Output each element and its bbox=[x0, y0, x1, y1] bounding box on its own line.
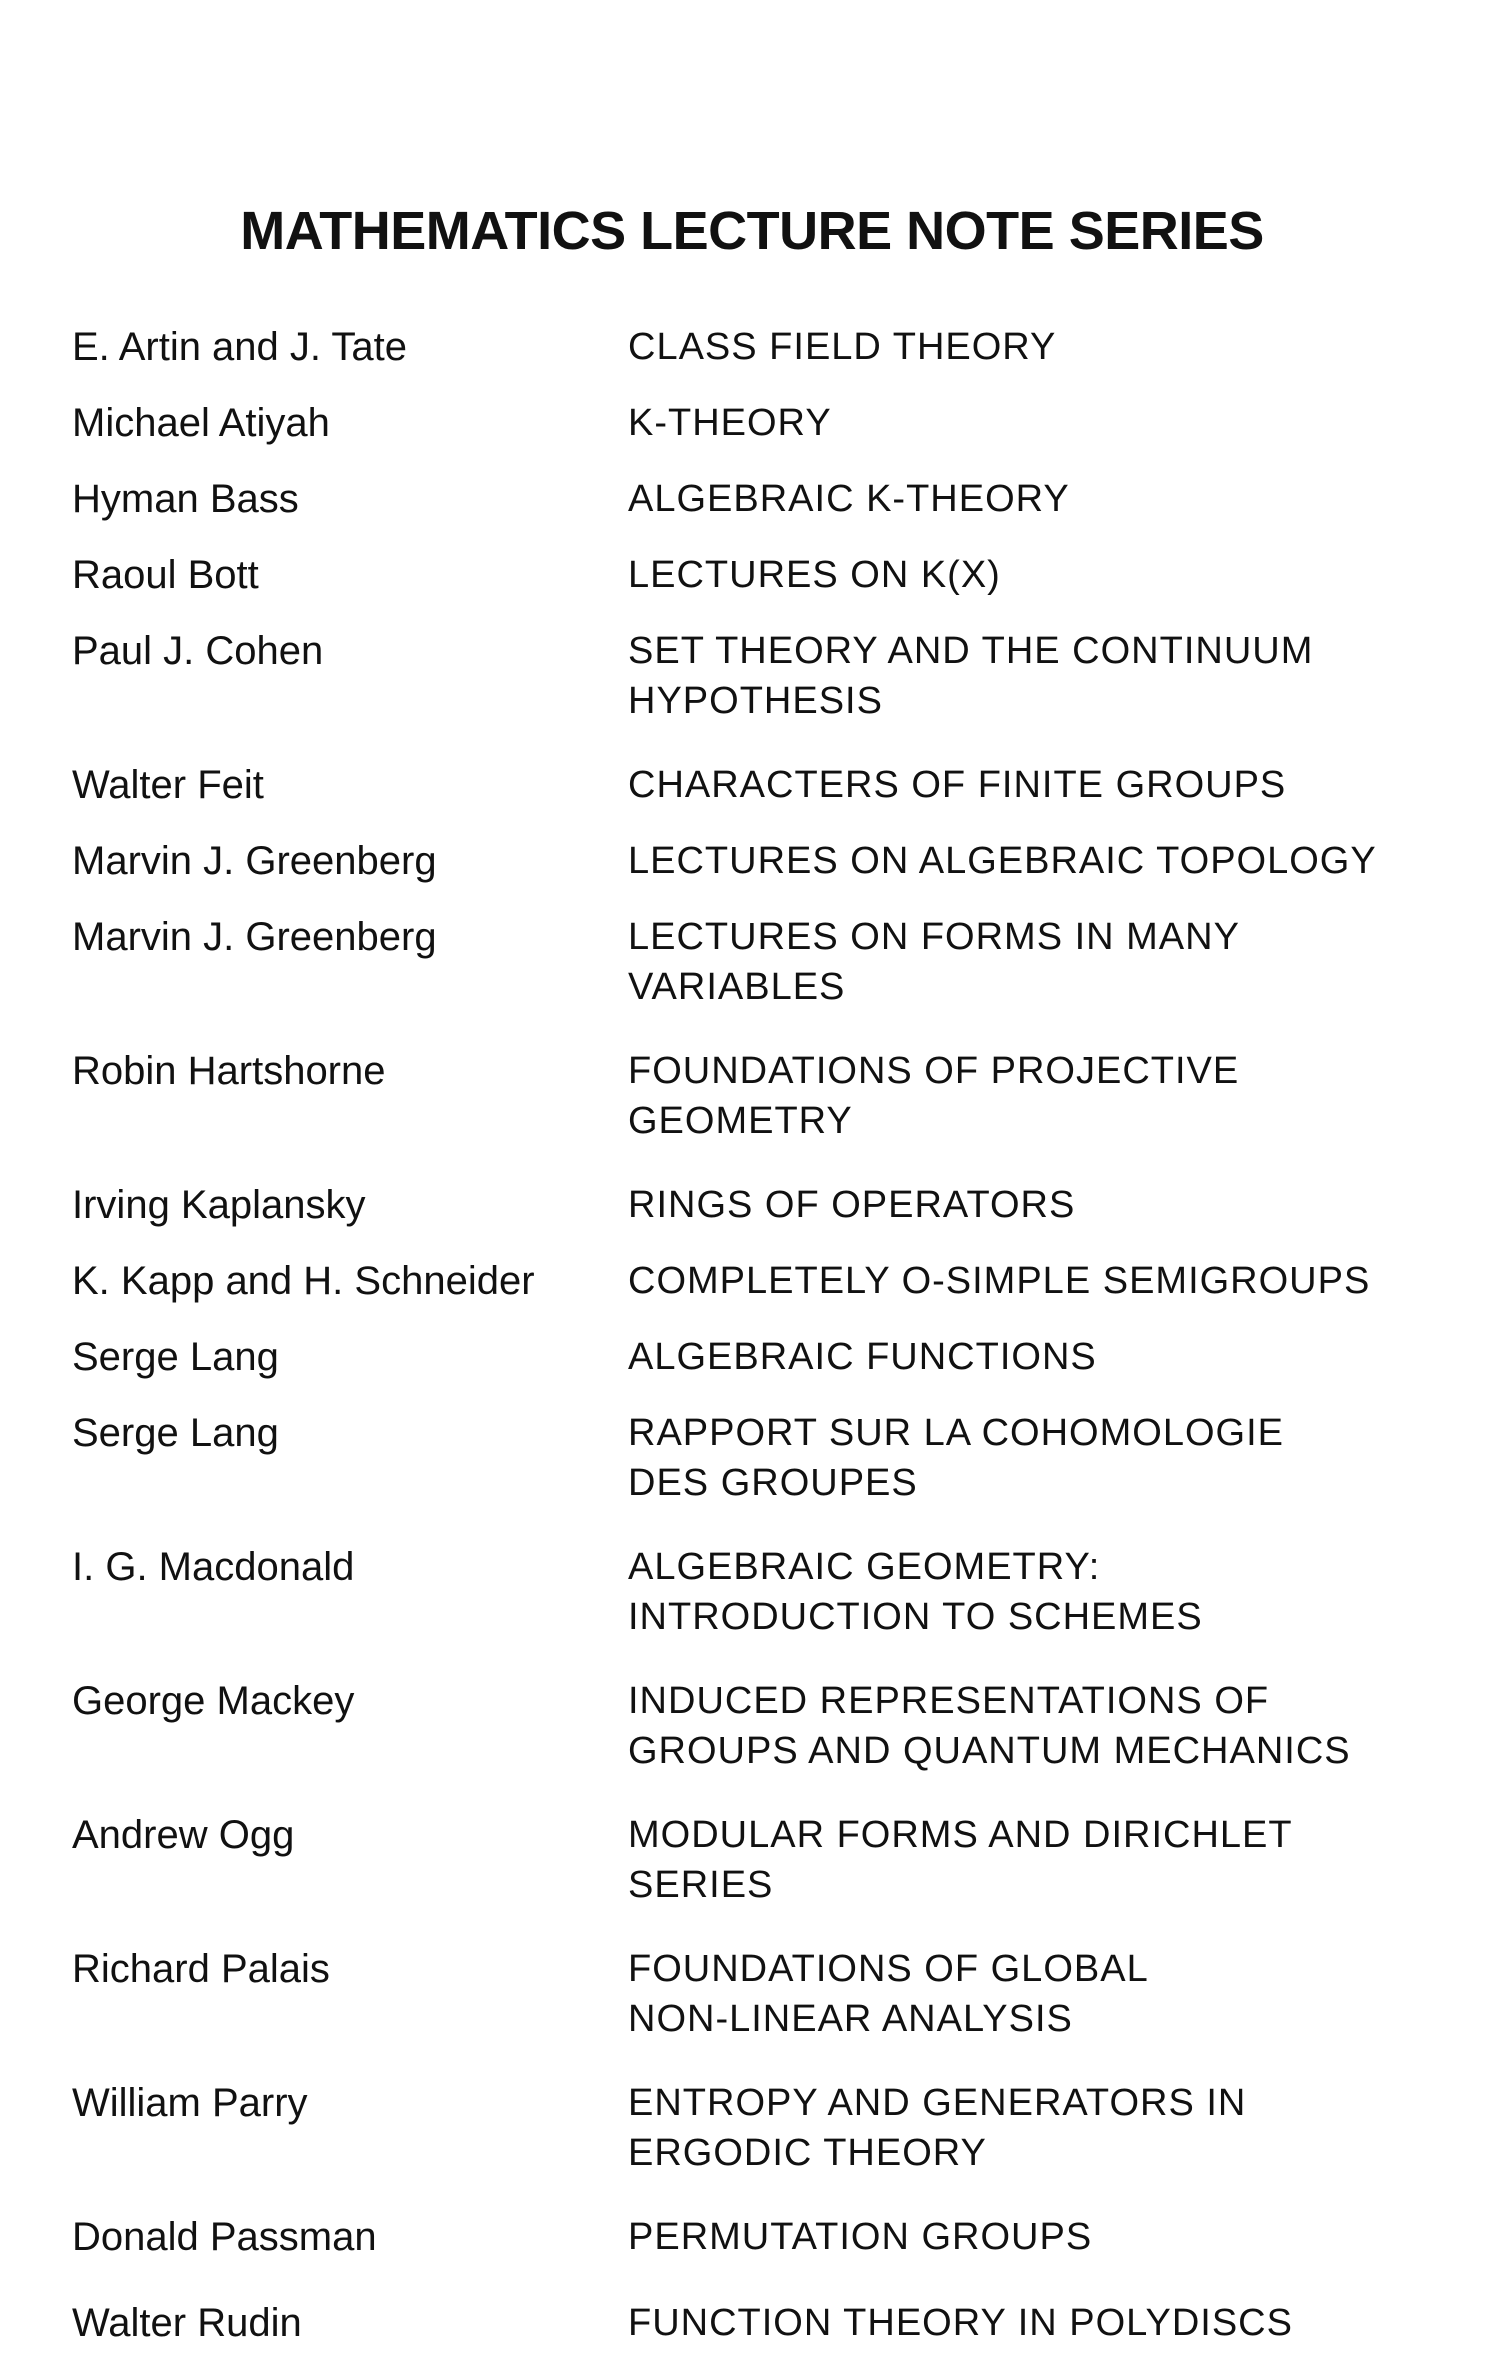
list-item bbox=[0, 1810, 1504, 1910]
entry-title bbox=[560, 1046, 1504, 1146]
list-item bbox=[0, 398, 1504, 448]
list-item bbox=[0, 2078, 1504, 2178]
entry-title bbox=[560, 322, 1504, 372]
entry-title-line: LECTURES ON K(X) bbox=[628, 554, 1001, 596]
list-item bbox=[0, 912, 1504, 1012]
list-item bbox=[0, 626, 1504, 726]
entry-title-line: INTRODUCTION TO SCHEMES bbox=[628, 1596, 1203, 1638]
entry-title-line: GROUPS AND QUANTUM MECHANICS bbox=[628, 1730, 1351, 1772]
entry-title-line: CLASS FIELD THEORY bbox=[628, 326, 1057, 368]
entry-title-line: INDUCED REPRESENTATIONS OF bbox=[628, 1680, 1270, 1722]
entry-title bbox=[560, 474, 1504, 524]
entry-author: Andrew Ogg bbox=[72, 1813, 295, 1857]
entry-title bbox=[560, 836, 1504, 886]
entry-title-line: FOUNDATIONS OF PROJECTIVE bbox=[628, 1050, 1240, 1092]
entry-author: Irving Kaplansky bbox=[72, 1183, 366, 1227]
entry-title-line: DES GROUPES bbox=[628, 1462, 918, 1504]
entry-title-line: ENTROPY AND GENERATORS IN bbox=[628, 2082, 1247, 2124]
entry-author: Marvin J. Greenberg bbox=[72, 839, 437, 883]
entry-title bbox=[560, 1256, 1504, 1306]
entry-title bbox=[560, 550, 1504, 600]
series-title: MATHEMATICS LECTURE NOTE SERIES bbox=[240, 201, 1264, 261]
entry-title-line: RINGS OF OPERATORS bbox=[628, 1184, 1076, 1226]
entry-author: Richard Palais bbox=[72, 1947, 330, 1991]
entry-title bbox=[560, 912, 1504, 1012]
list-item bbox=[0, 836, 1504, 886]
entry-author: Paul J. Cohen bbox=[72, 629, 324, 673]
list-item bbox=[0, 760, 1504, 810]
list-item bbox=[0, 474, 1504, 524]
series-list bbox=[0, 322, 1504, 2374]
entry-title-line: VARIABLES bbox=[628, 966, 846, 1008]
entry-author: Robin Hartshorne bbox=[72, 1049, 386, 1093]
entry-title bbox=[560, 1408, 1504, 1508]
entry-title-line: SERIES bbox=[628, 1864, 774, 1906]
entry-author: K. Kapp and H. Schneider bbox=[72, 1259, 535, 1303]
entry-title-line: RAPPORT SUR LA COHOMOLOGIE bbox=[628, 1412, 1284, 1454]
list-item bbox=[0, 2298, 1504, 2348]
entry-title bbox=[560, 1180, 1504, 1230]
list-item bbox=[0, 1676, 1504, 1776]
list-item bbox=[0, 1408, 1504, 1508]
entry-title-line: FUNCTION THEORY IN POLYDISCS bbox=[628, 2302, 1293, 2344]
entry-title bbox=[560, 2078, 1504, 2178]
entry-title-line: NON-LINEAR ANALYSIS bbox=[628, 1998, 1073, 2040]
list-item bbox=[0, 1944, 1504, 2044]
entry-author: Walter Rudin bbox=[72, 2301, 302, 2345]
entry-author: Michael Atiyah bbox=[72, 401, 330, 445]
entry-title bbox=[560, 398, 1504, 448]
list-item bbox=[0, 1046, 1504, 1146]
entry-author: Hyman Bass bbox=[72, 477, 299, 521]
entry-author: George Mackey bbox=[72, 1679, 355, 1723]
entry-title-line: CHARACTERS OF FINITE GROUPS bbox=[628, 764, 1287, 806]
entry-title bbox=[560, 626, 1504, 726]
entry-author: E. Artin and J. Tate bbox=[72, 325, 408, 369]
entry-title bbox=[560, 1944, 1504, 2044]
entry-title-line: ALGEBRAIC GEOMETRY: bbox=[628, 1546, 1101, 1588]
entry-title-line: MODULAR FORMS AND DIRICHLET bbox=[628, 1814, 1293, 1856]
list-item bbox=[0, 322, 1504, 372]
entry-title-line: ALGEBRAIC FUNCTIONS bbox=[628, 1336, 1097, 1378]
entry-title bbox=[560, 2298, 1504, 2348]
list-item bbox=[0, 1332, 1504, 1382]
entry-title-line: COMPLETELY O-SIMPLE SEMIGROUPS bbox=[628, 1260, 1371, 1302]
entry-author: Serge Lang bbox=[72, 1411, 279, 1455]
entry-title-line: PERMUTATION GROUPS bbox=[628, 2216, 1093, 2258]
entry-title bbox=[560, 1332, 1504, 1382]
entry-title-line: GEOMETRY bbox=[628, 1100, 853, 1142]
entry-title-line: ERGODIC THEORY bbox=[628, 2132, 987, 2174]
entry-title bbox=[560, 1810, 1504, 1910]
entry-title bbox=[560, 1676, 1504, 1776]
entry-title-line: HYPOTHESIS bbox=[628, 680, 883, 722]
entry-title bbox=[560, 760, 1504, 810]
list-item bbox=[0, 550, 1504, 600]
entry-title-line: LECTURES ON FORMS IN MANY bbox=[628, 916, 1240, 958]
list-item bbox=[0, 1180, 1504, 1230]
entry-title-line: FOUNDATIONS OF GLOBAL bbox=[628, 1948, 1149, 1990]
entry-title-line: ALGEBRAIC K-THEORY bbox=[628, 478, 1070, 520]
entry-author: Raoul Bott bbox=[72, 553, 259, 597]
entry-author: Donald Passman bbox=[72, 2215, 377, 2259]
entry-author: Marvin J. Greenberg bbox=[72, 915, 437, 959]
entry-author: I. G. Macdonald bbox=[72, 1545, 355, 1589]
entry-author: Serge Lang bbox=[72, 1335, 279, 1379]
entry-title bbox=[560, 2212, 1504, 2262]
list-item bbox=[0, 2212, 1504, 2262]
entry-title bbox=[560, 1542, 1504, 1642]
entry-author: William Parry bbox=[72, 2081, 308, 2125]
list-item bbox=[0, 1256, 1504, 1306]
entry-title-line: SET THEORY AND THE CONTINUUM bbox=[628, 630, 1314, 672]
entry-title-line: K-THEORY bbox=[628, 402, 832, 444]
entry-author: Walter Feit bbox=[72, 763, 264, 807]
list-item bbox=[0, 1542, 1504, 1642]
entry-title-line: LECTURES ON ALGEBRAIC TOPOLOGY bbox=[628, 840, 1377, 882]
